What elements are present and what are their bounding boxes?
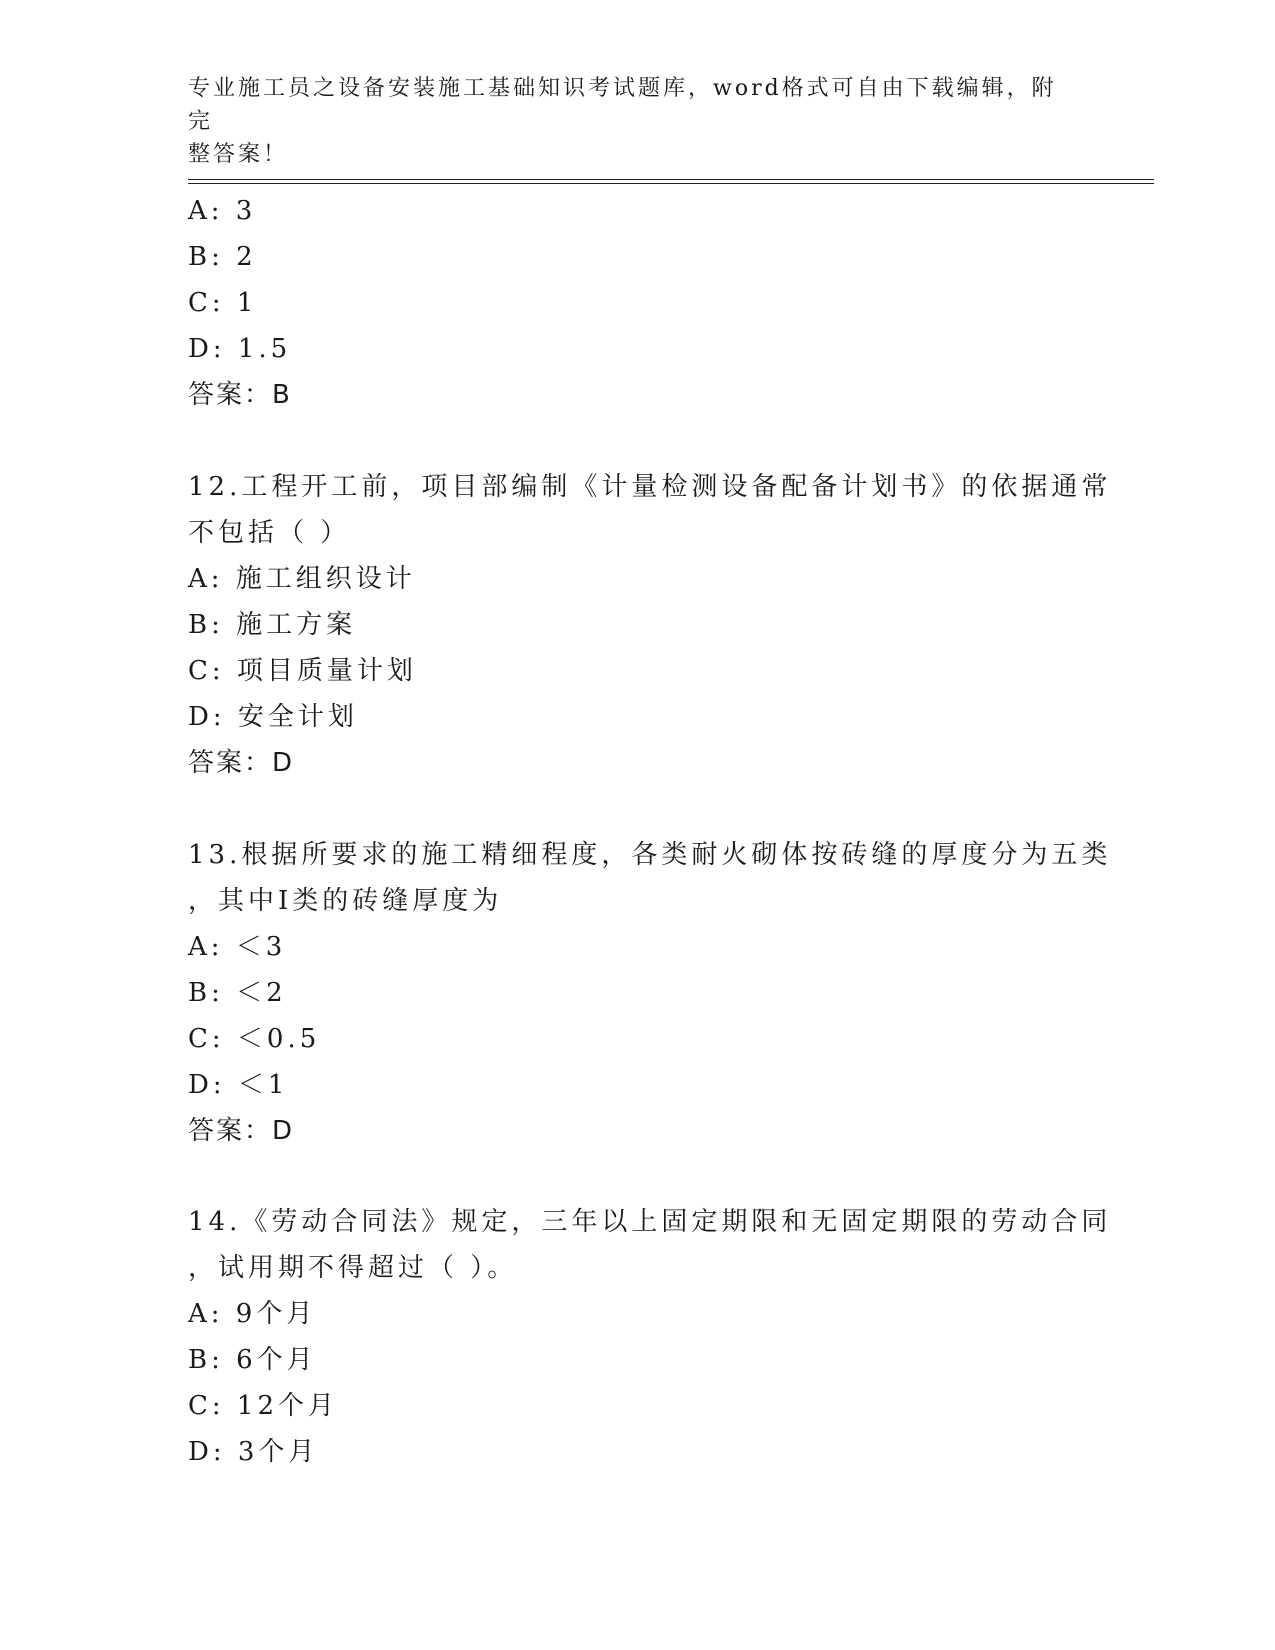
- header-line-1: 专业施工员之设备安装施工基础知识考试题库，word格式可自由下载编辑，附完: [188, 76, 1057, 134]
- q13-stem-line-2: ，其中Ⅰ类的砖缝厚度为: [188, 886, 503, 916]
- q12-option-c: C: 项目质量计划: [188, 656, 417, 686]
- header-divider-top: [188, 179, 1154, 180]
- q14-option-b: B: 6个月: [188, 1345, 317, 1375]
- q14-stem-line-2: ，试用期不得超过（ ）。: [188, 1253, 518, 1283]
- q12-stem-line-1: 12.工程开工前，项目部编制《计量检测设备配备计划书》的依据通常: [188, 472, 1112, 502]
- q14-option-d: D: 3个月: [188, 1437, 319, 1467]
- header-divider-bottom: [188, 183, 1154, 184]
- q12-answer: 答案：D: [188, 748, 295, 778]
- q11-option-d: D: 1.5: [188, 334, 292, 364]
- q11-answer: 答案：B: [188, 380, 292, 410]
- q13-option-b: B: ＜2: [188, 978, 287, 1008]
- q11-option-a: A: 3: [188, 196, 257, 226]
- q12-option-d: D: 安全计划: [188, 702, 358, 732]
- q13-option-c: C: ＜0.5: [188, 1024, 321, 1054]
- q13-option-a: A: ＜3: [188, 932, 287, 962]
- q13-answer: 答案：D: [188, 1116, 295, 1146]
- q12-option-a: A: 施工组织设计: [188, 564, 416, 594]
- q11-option-b: B: 2: [188, 242, 257, 272]
- header-line-2: 整答案！: [188, 142, 289, 167]
- q14-option-c: C: 12个月: [188, 1391, 339, 1421]
- q14-stem-line-1: 14.《劳动合同法》规定，三年以上固定期限和无固定期限的劳动合同: [188, 1207, 1112, 1237]
- q12-option-b: B: 施工方案: [188, 610, 357, 640]
- document-header: [188, 72, 1068, 171]
- q11-option-c: C: 1: [188, 288, 258, 318]
- q13-option-d: D: ＜1: [188, 1070, 289, 1100]
- q12-stem-line-2: 不包括（ ）: [188, 518, 351, 548]
- q13-stem-line-1: 13.根据所要求的施工精细程度，各类耐火砌体按砖缝的厚度分为五类: [188, 840, 1112, 870]
- q14-option-a: A: 9个月: [188, 1299, 317, 1329]
